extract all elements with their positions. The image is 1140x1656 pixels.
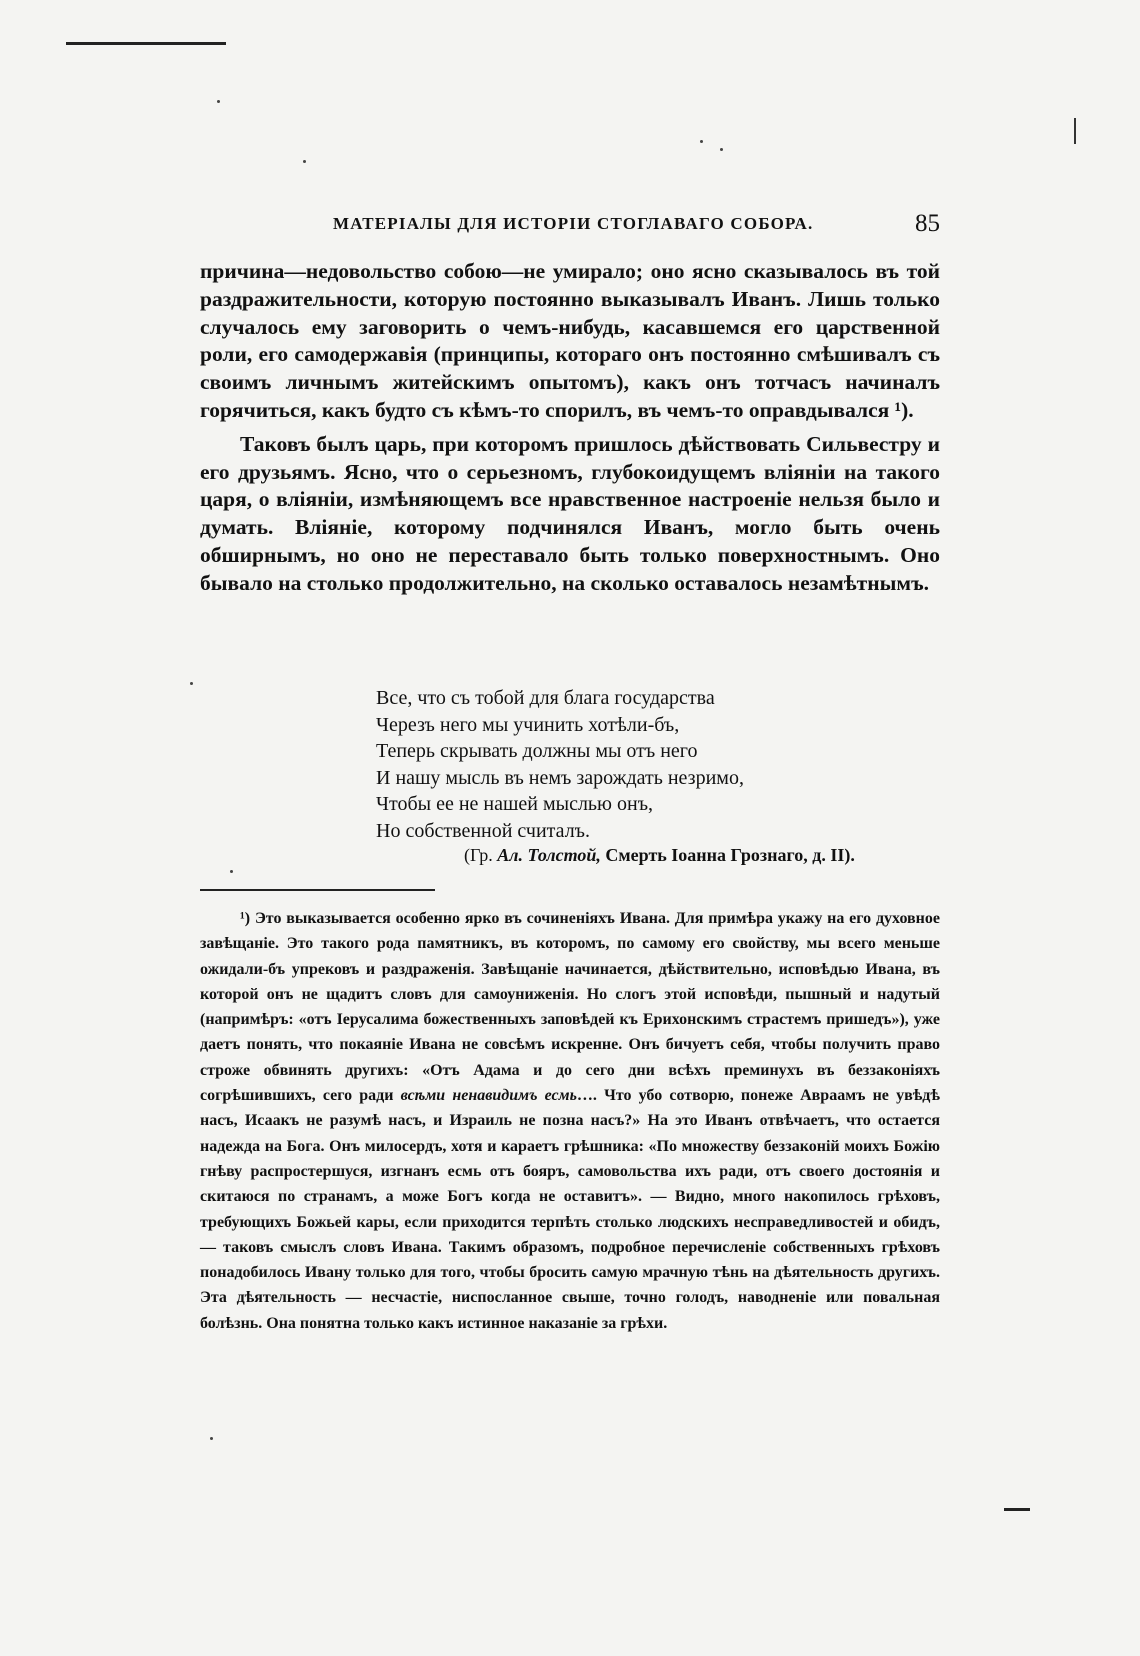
paragraph-2: Таковъ былъ царь, при которомъ пришлось дѣйствовать Сильвестру и его друзьямъ. Ясно, что о серьезномъ, глубокоидущемъ вліяніи на такого царя, о вліяніи, измѣняющемъ все нравственное настроеніе нельзя было и думать. Вліяніе, которому подчинялся Иванъ, могло быть очень обширнымъ, но оно не переставало быть только поверхностнымъ. Оно бывало на столько продолжительно, на сколько оставалось незамѣтнымъ. <box>200 431 940 595</box>
footnote <box>200 906 940 1336</box>
scan-artifact-top-rule <box>66 42 226 45</box>
paragraph-1: причина—недовольство собою—не умирало; оно ясно сказывалось въ той раздражительности, которую постоянно выказывалъ Иванъ. Лишь только случалось ему заговорить о чемъ-нибудь, касавшемся его царственной роли, его самодержавія (принципы, котораго онъ постоянно смѣшивалъ съ своимъ личнымъ житейскимъ опытомъ), какъ онъ тотчасъ начиналъ горячиться, какъ будто съ кѣмъ-то спорилъ, въ чемъ-то оправдывался ¹). <box>200 259 940 422</box>
scan-artifact-right-edge <box>1074 118 1076 144</box>
running-head <box>200 210 940 240</box>
footnote-text-continued: …. Что убо сотворю, понеже Авраамъ не увѣдѣ насъ, Исаакъ не разумѣ насъ, и Израиль не позна насъ?» На это Иванъ отвѣчаетъ, что остается надежда на Бога. Онъ милосердъ, хотя и караетъ грѣшника: «По множеству беззаконій моихъ Божію гнѣву распростершуся, изгнанъ есмь отъ бояръ, самовольства ихъ ради, отъ своего достоянія и скитаюся по странамъ, а може Богъ когда не оставитъ». — Видно, много накопилось грѣховъ, требующихъ Божьей кары, если приходится терпѣть столько людскихъ несправедливостей и обидъ, — таковъ смыслъ словъ Ивана. Такимъ образомъ, подробное перечисленіе собственныхъ грѣховъ понадобилось Ивану только для того, чтобы бросить самую мрачную тѣнь на дѣятельность другихъ. Эта дѣятельность — несчастіе, ниспосланное свыше, точно голодъ, наводненіе или повальная болѣзнь. Она понятна только какъ истинное наказаніе за грѣхи. <box>200 1087 940 1332</box>
footnote-text: Это выказывается особенно ярко въ сочиненіяхъ Ивана. Для примѣра укажу на его духовное завѣщаніе. Это такого рода памятникъ, въ которомъ, по самому его свойству, мы всего меньше ожидали-бъ упрековъ и раздраженія. Завѣщаніе начинается, дѣйствительно, исповѣдью Ивана, въ которой онъ не щадитъ словъ для самоуниженія. Но слогъ этой исповѣди, пышный и надутый (напримѣръ: «отъ Іерусалима божественныхъ заповѣдей къ Ерихонскимъ страстемъ пришедъ»), уже даетъ понять, что покаяніе Ивана не совсѣмъ искренне. Онъ бичуетъ себя, чтобы получить право строже обвинять другихъ: «Отъ Адама и до сего дни всѣхъ преминухъ въ беззаконіяхъ согрѣшившихъ, сего ради <box>200 910 941 1105</box>
scan-speck <box>303 160 306 163</box>
verse-line: Все, что съ тобой для блага государства <box>376 687 715 709</box>
main-text <box>200 258 940 598</box>
verse-line: Но собственной считалъ. <box>376 819 591 842</box>
footnote-emphasis: всѣми ненавидимъ есмь <box>400 1087 577 1105</box>
scan-speck <box>720 148 723 151</box>
attribution-work: Смерть Іоанна Грознаго, д. II). <box>605 845 855 865</box>
scan-speck <box>210 1437 213 1440</box>
scan-speck <box>190 682 193 685</box>
scan-artifact-bottom-dash <box>1004 1508 1030 1511</box>
running-title: МАТЕРІАЛЫ ДЛЯ ИСТОРІИ СТОГЛАВАГО СОБОРА. <box>333 214 814 233</box>
verse-quotation <box>376 685 896 844</box>
scan-speck <box>700 140 703 143</box>
verse-line: Черезъ него мы учинить хотѣли-бъ, <box>376 713 680 736</box>
scan-speck <box>217 100 220 103</box>
footnote-divider <box>200 889 435 891</box>
verse-line: Теперь скрывать должны мы отъ него <box>376 740 698 762</box>
footnote-marker: ¹) <box>240 910 251 927</box>
verse-attribution <box>464 845 855 866</box>
page-number: 85 <box>915 210 940 237</box>
scan-speck <box>230 870 233 873</box>
attribution-prefix: (Гр. <box>464 845 493 865</box>
verse-line: И нашу мысль въ немъ зарождать незримо, <box>376 766 744 789</box>
attribution-author: Ал. Толстой, <box>497 845 601 865</box>
verse-line: Чтобы ее не нашей мыслью онъ, <box>376 793 654 815</box>
